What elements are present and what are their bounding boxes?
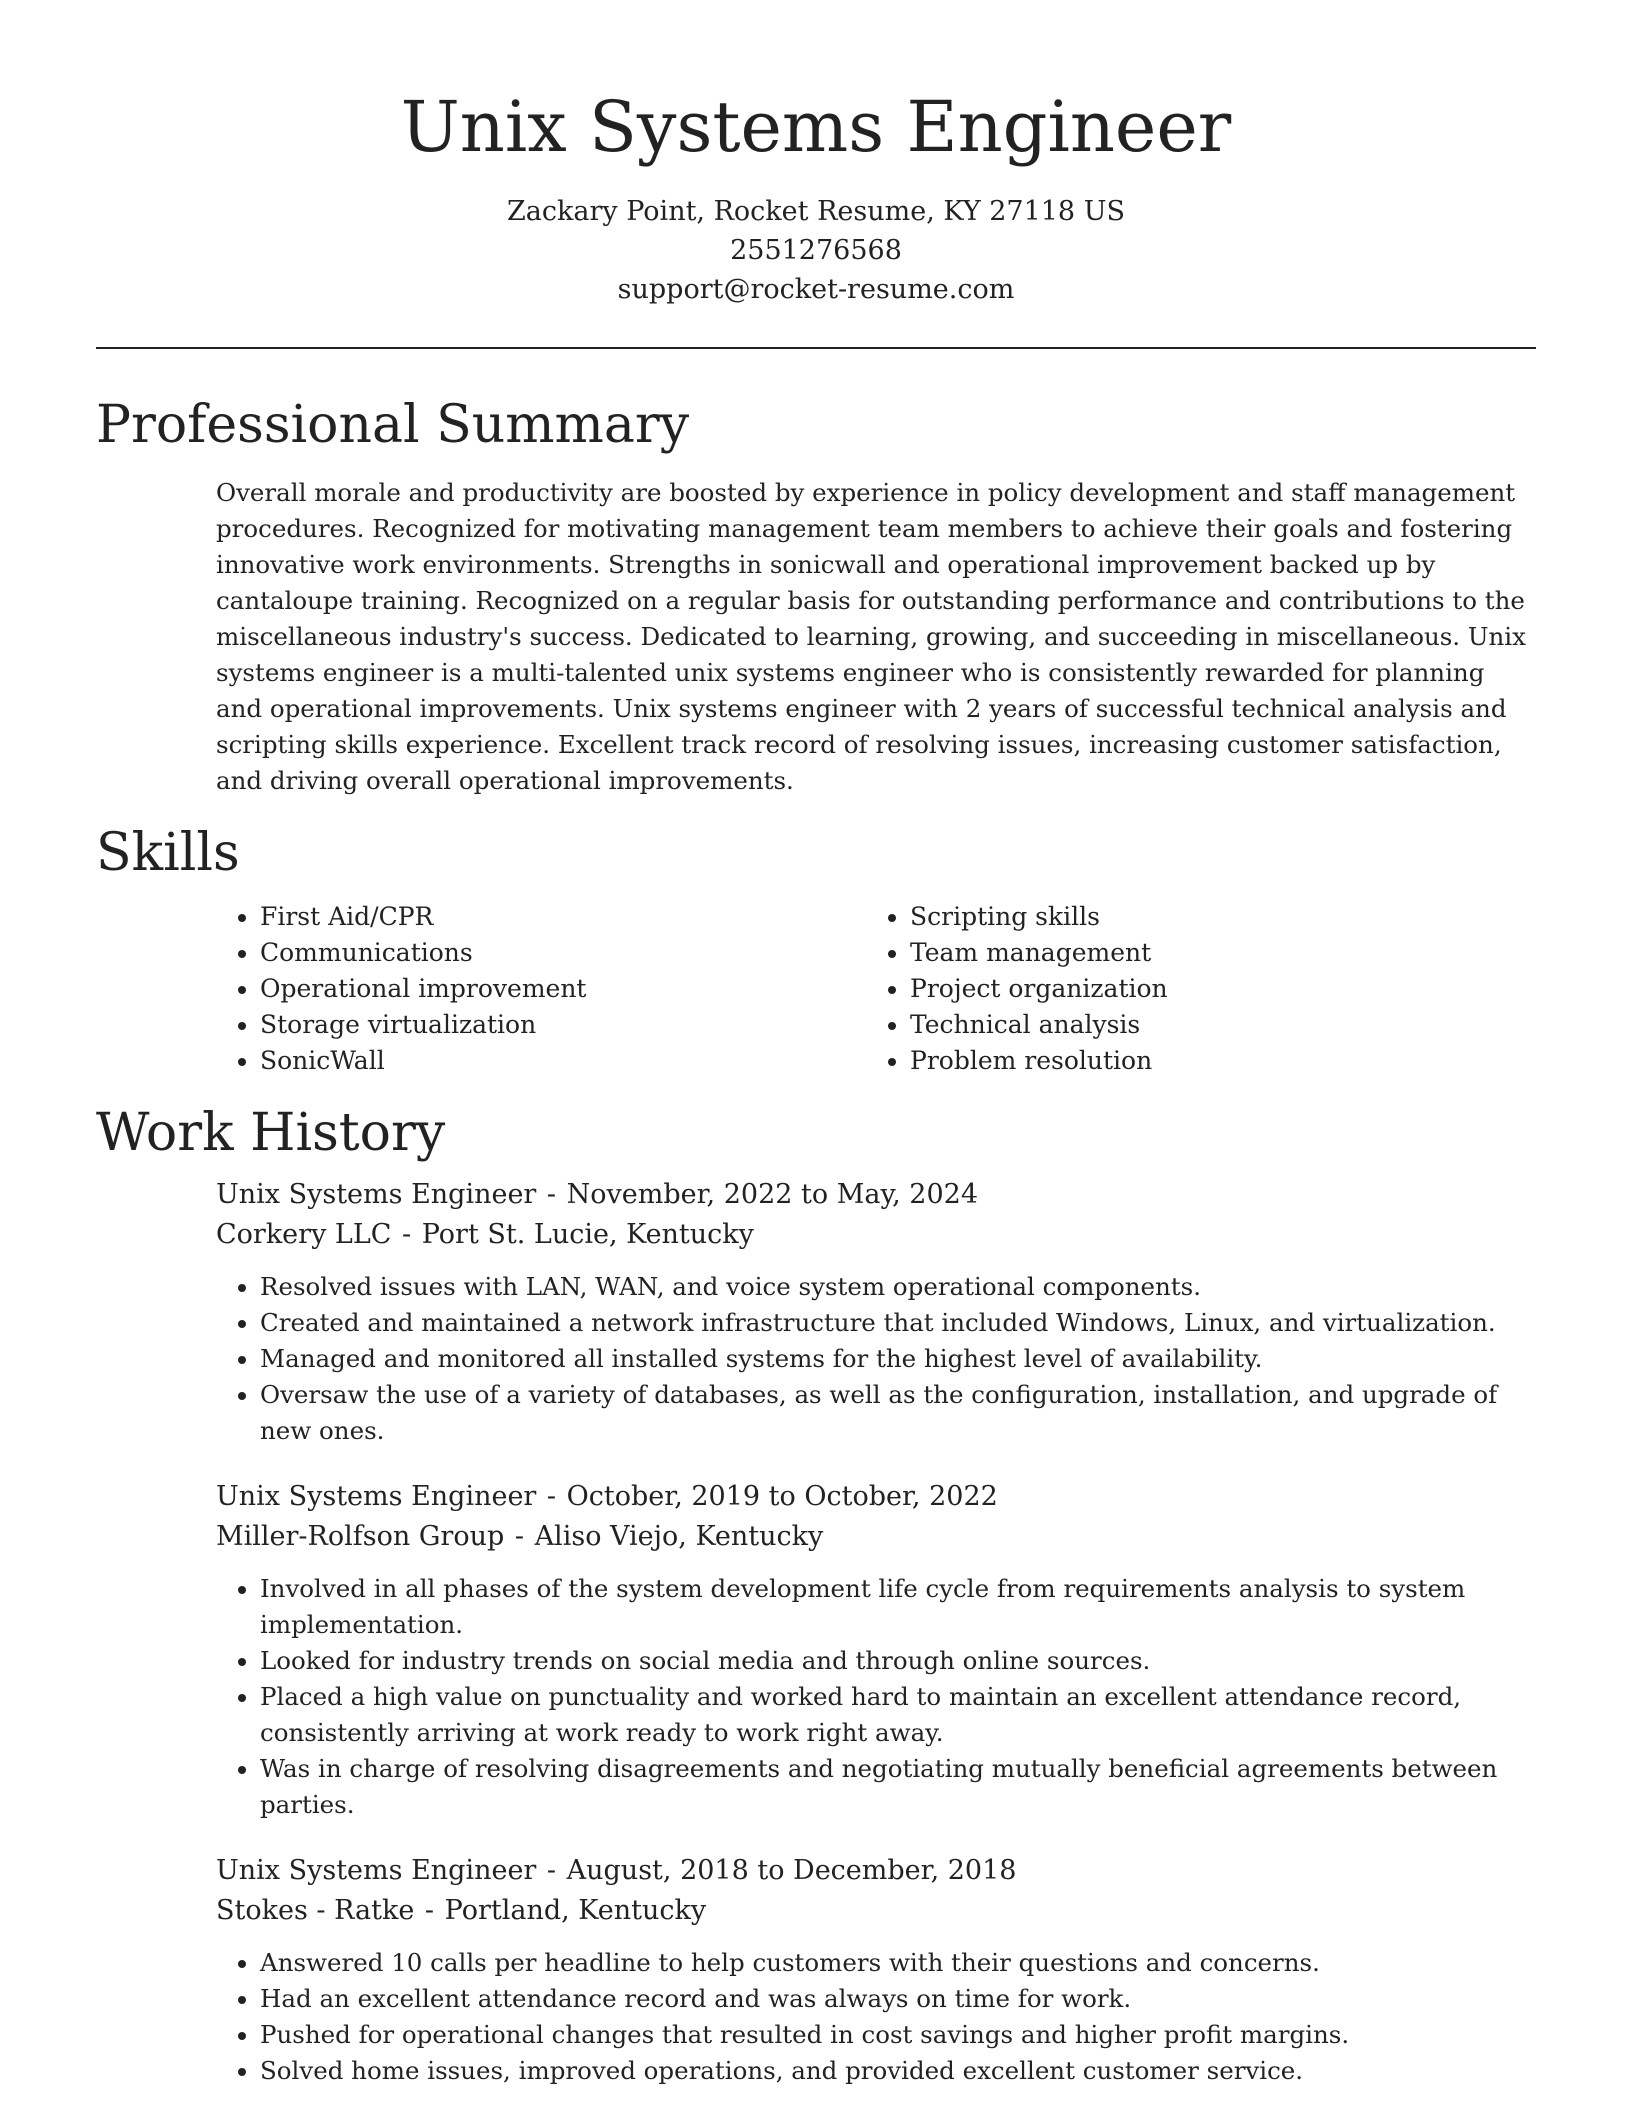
- job-company-line: Corkery LLC - Port St. Lucie, Kentucky: [216, 1219, 754, 1250]
- work-history-heading: Work History: [96, 1103, 446, 1163]
- contact-email: support@rocket-resume.com: [617, 274, 1015, 305]
- job-bullet: • Solved home issues, improved operations, and provided excellent customer service.: [260, 2053, 1536, 2089]
- contact-address: Zackary Point, Rocket Resume, KY 27118 US: [507, 196, 1125, 227]
- job-bullet: • Looked for industry trends on social media and through online sources.: [260, 1643, 1536, 1679]
- job-company: Corkery LLC: [216, 1219, 392, 1250]
- job-title-line: Unix Systems Engineer - August, 2018 to December, 2018: [216, 1855, 1017, 1886]
- skills-column-left: [216, 899, 866, 1079]
- job-bullet: • Answered 10 calls per headline to help customers with their questions and concerns.: [260, 1945, 1536, 1981]
- job-bullet: • Resolved issues with LAN, WAN, and voice system operational components.: [260, 1269, 1536, 1305]
- job-location: Aliso Viejo, Kentucky: [534, 1521, 824, 1552]
- skills-heading: Skills: [96, 823, 240, 883]
- resume-name: Unix Systems Engineer: [400, 86, 1232, 168]
- job-dates: November, 2022 to May, 2024: [566, 1179, 978, 1210]
- job-bullets: [216, 1945, 1536, 2089]
- contact-block: [96, 192, 1536, 309]
- skills-list: [216, 899, 1536, 1079]
- job-entry: [216, 1175, 1536, 1449]
- skill-item: • Communications: [260, 935, 866, 971]
- job-title: Unix Systems Engineer: [216, 1855, 537, 1886]
- job-title: Unix Systems Engineer: [216, 1179, 537, 1210]
- job-dates: August, 2018 to December, 2018: [566, 1855, 1017, 1886]
- job-title-line: Unix Systems Engineer - October, 2019 to October, 2022: [216, 1481, 998, 1512]
- job-company-line: Miller-Rolfson Group - Aliso Viejo, Kentucky: [216, 1521, 824, 1552]
- skill-item: • Technical analysis: [910, 1007, 1516, 1043]
- skill-item: • Operational improvement: [260, 971, 866, 1007]
- job-location: Port St. Lucie, Kentucky: [421, 1219, 754, 1250]
- skill-item: • Storage virtualization: [260, 1007, 866, 1043]
- job-bullet: • Was in charge of resolving disagreements and negotiating mutually beneficial agreements between parties.: [260, 1751, 1536, 1823]
- job-company: Miller-Rolfson Group: [216, 1521, 505, 1552]
- header-divider: [96, 347, 1536, 349]
- job-company-line: Stokes - Ratke - Portland, Kentucky: [216, 1895, 707, 1926]
- job-entry: [216, 1477, 1536, 1823]
- job-bullet: • Involved in all phases of the system development life cycle from requirements analysis to system implementation.: [260, 1571, 1536, 1643]
- summary-heading: Professional Summary: [96, 395, 690, 455]
- job-bullet: • Created and maintained a network infrastructure that included Windows, Linux, and virtualization.: [260, 1305, 1536, 1341]
- skill-item: • SonicWall: [260, 1043, 866, 1079]
- job-title: Unix Systems Engineer: [216, 1481, 537, 1512]
- skill-item: • First Aid/CPR: [260, 899, 866, 935]
- job-entry: [216, 1851, 1536, 2089]
- skill-item: • Project organization: [910, 971, 1516, 1007]
- skills-column-right: [866, 899, 1516, 1079]
- job-bullets: [216, 1571, 1536, 1823]
- job-bullet: • Managed and monitored all installed systems for the highest level of availability.: [260, 1341, 1536, 1377]
- job-bullet: • Pushed for operational changes that resulted in cost savings and higher profit margins.: [260, 2017, 1536, 2053]
- job-bullets: [216, 1269, 1536, 1449]
- summary-text: Overall morale and productivity are boosted by experience in policy development and staff management procedures. Recognized for motivating management team members to achieve their goals and fostering innovative work environments. Strengths in sonicwall and operational improvement backed up by cantaloupe training. Recognized on a regular basis for outstanding performance and contributions to the miscellaneous industry's success. Dedicated to learning, growing, and succeeding in miscellaneous. Unix systems engineer is a multi-talented unix systems engineer who is consistently rewarded for planning and operational improvements. Unix systems engineer with 2 years of successful technical analysis and scripting skills experience. Excellent track record of resolving issues, increasing customer satisfaction, and driving overall operational improvements.: [216, 478, 1526, 795]
- job-dates: October, 2019 to October, 2022: [566, 1481, 998, 1512]
- skill-item: • Problem resolution: [910, 1043, 1516, 1079]
- contact-phone: 2551276568: [730, 235, 902, 266]
- skill-item: • Scripting skills: [910, 899, 1516, 935]
- job-title-line: Unix Systems Engineer - November, 2022 to May, 2024: [216, 1179, 978, 1210]
- job-bullet: • Placed a high value on punctuality and worked hard to maintain an excellent attendance record, consistently arriving at work ready to work right away.: [260, 1679, 1536, 1751]
- job-bullet: • Oversaw the use of a variety of databases, as well as the configuration, installation, and upgrade of new ones.: [260, 1377, 1536, 1449]
- job-location: Portland, Kentucky: [444, 1895, 707, 1926]
- job-company: Stokes - Ratke: [216, 1895, 415, 1926]
- job-bullet: • Had an excellent attendance record and was always on time for work.: [260, 1981, 1536, 2017]
- resume-header: [96, 0, 1536, 309]
- skill-item: • Team management: [910, 935, 1516, 971]
